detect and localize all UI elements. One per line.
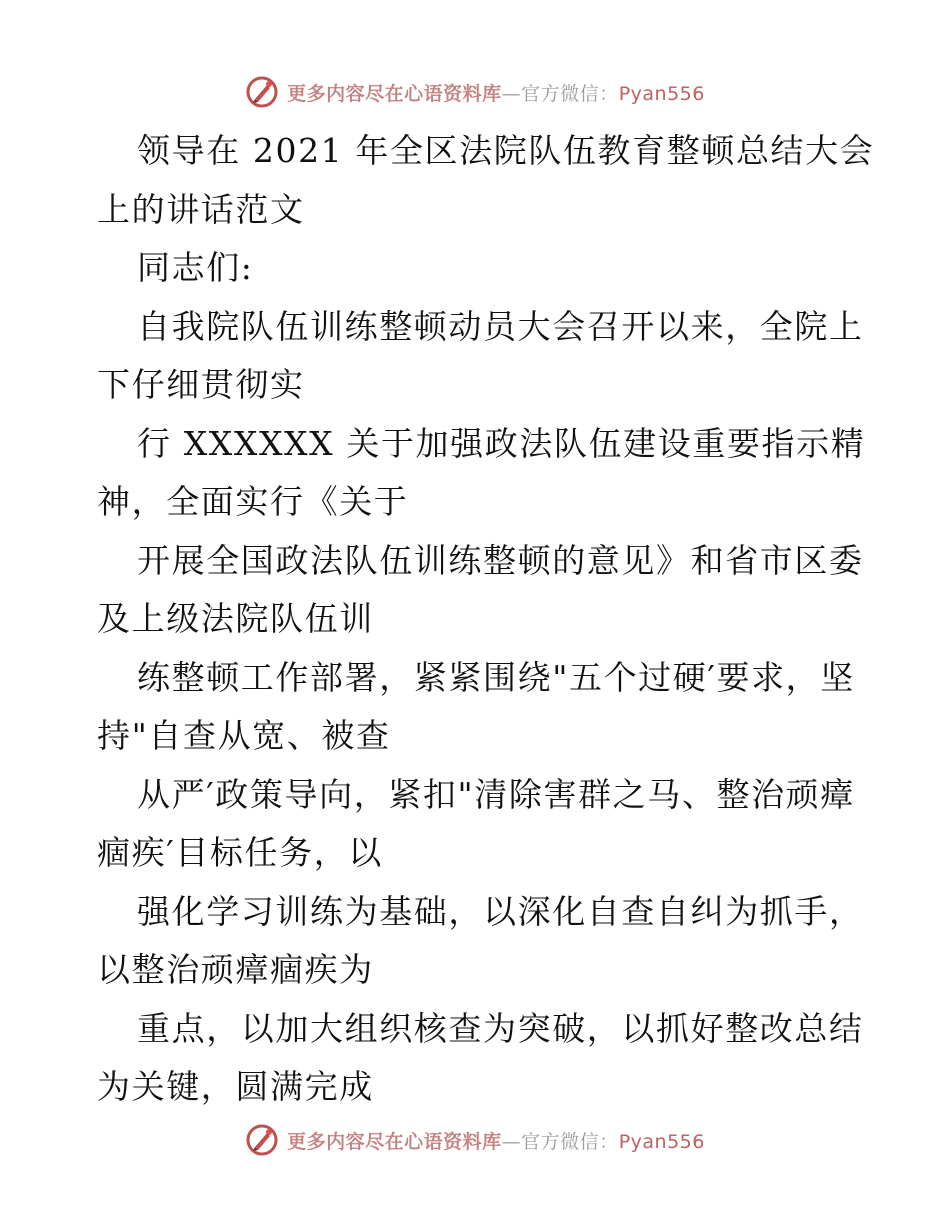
text-line: 持"自查从宽、被查	[97, 716, 391, 755]
watermark-brand: 更多内容尽在心语资料库	[287, 1130, 502, 1153]
text-line: 从严′政策导向，紧扣"清除害群之马、整治顽瘴	[137, 774, 855, 814]
text-line: 下仔细贯彻实	[97, 365, 305, 404]
text-line: 开展全国政法队伍训练整顿的意见》和省市区委	[137, 540, 864, 580]
text-line: 及上级法院队伍训	[97, 599, 374, 638]
watermark-separator: —	[501, 82, 522, 105]
watermark-contact-id: Pyan556	[618, 1130, 705, 1153]
watermark-header	[0, 72, 950, 112]
text-line: 痼疾′目标任务，以	[97, 833, 383, 872]
text-line: 行 XXXXXX 关于加强政法队伍建设重要指示精	[137, 423, 866, 463]
text-line: 强化学习训练为基础，以深化自查自纠为抓手，	[137, 891, 864, 931]
document-body	[97, 122, 875, 1117]
text-line: 练整顿工作部署，紧紧围绕"五个过硬′要求，坚	[137, 657, 855, 697]
text-line: 领导在 2021 年全区法院队伍教育整顿总结大会	[137, 131, 875, 170]
text-line: 同志们:	[137, 248, 254, 287]
watermark-contact-label: 官方微信：	[521, 82, 619, 105]
watermark-separator: —	[501, 1130, 522, 1153]
text-line: 自我院队伍训练整顿动员大会召开以来，全院上	[137, 306, 864, 346]
pen-logo-icon	[245, 1123, 279, 1157]
watermark-brand: 更多内容尽在心语资料库	[287, 82, 502, 105]
watermark-footer	[0, 1120, 950, 1160]
watermark-contact-id: Pyan556	[618, 82, 705, 105]
watermark-text	[287, 1127, 705, 1154]
watermark-text	[287, 79, 705, 106]
text-line: 重点，以加大组织核查为突破，以抓好整改总结	[137, 1008, 864, 1048]
pen-logo-icon	[245, 75, 279, 109]
watermark-contact-label: 官方微信：	[521, 1130, 619, 1153]
text-line: 神，全面实行《关于	[97, 482, 409, 521]
text-line: 上的讲话范文	[97, 189, 305, 229]
text-line: 以整治顽瘴痼疾为	[97, 950, 374, 989]
text-line: 为关键，圆满完成	[97, 1067, 374, 1106]
